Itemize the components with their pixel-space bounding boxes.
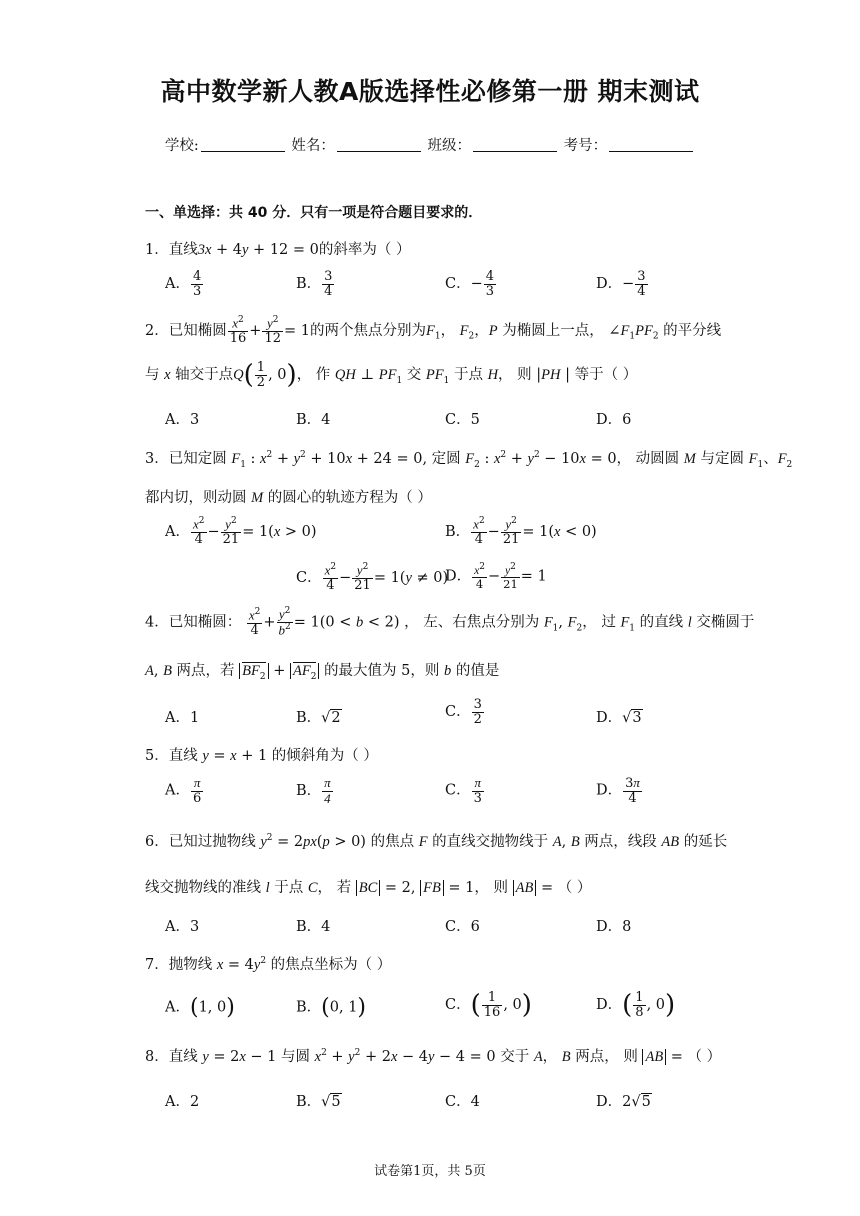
question-4-option-b: B．√2 bbox=[296, 710, 341, 726]
question-1-option-d: D．− $\frac{3}{4}$ bbox=[596, 269, 646, 299]
question-6-option-b: B．4 bbox=[296, 919, 331, 935]
class-blank bbox=[473, 137, 557, 152]
question-6-option-a: A．3 bbox=[165, 919, 200, 935]
question-3-option-d: D． $\frac{x^2}{4}$ − $\frac{y^2}{21}$ = 1 bbox=[445, 562, 547, 591]
question-3-option-c: C． $\frac{x^2}{4}$ − $\frac{y^2}{21}$ = 1(y ≠ 0) bbox=[296, 562, 449, 593]
name-blank bbox=[337, 137, 421, 152]
question-1-option-c: C．− $\frac{4}{3}$ bbox=[445, 269, 495, 299]
section-heading: 一、单选择：共 40 分．只有一项是符合题目要求的． bbox=[145, 205, 483, 221]
question-5-stem: 5．直线 y = x + 1 的倾斜角为（ ） bbox=[145, 748, 378, 764]
question-2-option-a: A．3 bbox=[165, 412, 200, 428]
question-8-stem: 8．直线 y = 2x − 1 与圆 $x^2 + y^2 + 2x - 4y - 4 = 0$ 交于 A， B 两点， 则 AB = （ ） bbox=[145, 1048, 722, 1065]
question-6-option-c: C．6 bbox=[445, 919, 480, 935]
question-5-option-c: C． $\frac{\pi}{3}$ bbox=[445, 775, 482, 806]
question-2-stem-line2: 与 x 轴交于点Q( $\frac{1}{2}$ , 0)， 作 QH ⊥ $PF_1$ 交 $PF_1$ 于点 H， 则 |PH | 等于（ ） bbox=[145, 359, 638, 390]
question-5-option-a: A． $\frac{\pi}{6}$ bbox=[165, 775, 202, 806]
question-3-option-a: A． $\frac{x^2}{4}$ − $\frac{y^2}{21}$ = 1(x > 0) bbox=[165, 516, 317, 547]
student-info-line bbox=[0, 134, 860, 155]
question-7-stem: 7．抛物线 $x = 4y^2$ 的焦点坐标为（ ） bbox=[145, 956, 392, 973]
question-4-stem-line2: A, B 两点，若 $BF_2 + AF_2$ 的最大值为 5，则 b 的值是 bbox=[145, 663, 500, 682]
question-4-option-d: D．√3 bbox=[596, 710, 642, 726]
question-8-option-a: A．2 bbox=[165, 1094, 200, 1110]
question-3-option-b: B． $\frac{x^2}{4}$ − $\frac{y^2}{21}$ = 1(x < 0) bbox=[445, 516, 597, 547]
question-6-option-d: D．8 bbox=[596, 919, 632, 935]
question-3-stem-line2: 都内切，则动圆 M 的圆心的轨迹方程为（ ） bbox=[145, 490, 432, 506]
exam-no-blank bbox=[609, 137, 693, 152]
question-2-option-c: C．5 bbox=[445, 412, 480, 428]
question-2-option-d: D．6 bbox=[596, 412, 632, 428]
question-8-option-d: D．2√5 bbox=[596, 1094, 651, 1110]
question-7-option-d: D．( $\frac{1}{8}$ , 0) bbox=[596, 989, 676, 1020]
question-4-option-c: C． $\frac{3}{2}$ bbox=[445, 697, 482, 727]
question-3-stem-line1: 3．已知定圆 $F_1$ : $x^2 + y^2 + 10x + 24 = 0$, 定圆 $F_2$ : $x^2 + y^2 - 10x = 0$， 动圆圆 M 与定圆 $F_1$、$F_2$ bbox=[145, 450, 793, 470]
school-label: 学校: bbox=[164, 138, 199, 154]
question-6-stem-line1: 6．已知过抛物线 $y^2 = 2px(p > 0)$ 的焦点 F 的直线交抛物线于 A, B 两点，线段 AB 的延长 bbox=[145, 833, 728, 850]
question-7-option-c: C．( $\frac{1}{16}$ , 0) bbox=[445, 989, 532, 1020]
class-label: 班级： bbox=[427, 138, 471, 154]
question-2-stem-line1: 2．已知椭圆 $\frac{x^2}{16}$ + $\frac{y^2}{12}$ = 1的两个焦点分别为$F_1$， $F_2$，P 为椭圆上一点， $\angle F_1PF_2$ 的平分线 bbox=[145, 315, 722, 346]
page-title: 高中数学新人教A版选择性必修第一册 期末测试 bbox=[160, 77, 700, 106]
question-5-option-b: B． $\frac{\pi}{4}$ bbox=[296, 775, 331, 806]
question-7-option-a: A．(1, 0) bbox=[165, 995, 235, 1020]
name-label: 姓名： bbox=[291, 138, 335, 154]
question-2-option-b: B．4 bbox=[296, 412, 331, 428]
question-6-stem-line2: 线交抛物线的准线 l 于点 C， 若 BC = 2, FB = 1， 则 AB = （ ） bbox=[145, 880, 592, 896]
question-4-stem-line1: 4．已知椭圆： $\frac{x^2}{4}$ + $\frac{y^2}{b^2}$ = 1(0 < b < 2) ， 左、右焦点分别为 $F_1$, $F_2$， 过 $F_1$ 的直线 l 交椭圆于 bbox=[145, 606, 755, 638]
exam-no-label: 考号： bbox=[563, 138, 608, 154]
page-footer: 试卷第1页，共 5页 bbox=[374, 1164, 486, 1179]
question-5-option-d: D． $\frac{3\pi}{4}$ bbox=[596, 775, 640, 806]
question-1-option-a: A． $\frac{4}{3}$ bbox=[165, 269, 202, 299]
question-8-option-b: B．√5 bbox=[296, 1094, 341, 1110]
question-4-option-a: A．1 bbox=[165, 710, 200, 726]
question-1-stem: 1．直线3x + 4y + 12 = 0的斜率为（ ） bbox=[145, 242, 411, 258]
school-blank bbox=[201, 137, 285, 152]
question-8-option-c: C．4 bbox=[445, 1094, 480, 1110]
question-7-option-b: B．(0, 1) bbox=[296, 995, 367, 1020]
question-1-option-b: B． $\frac{3}{4}$ bbox=[296, 269, 333, 299]
